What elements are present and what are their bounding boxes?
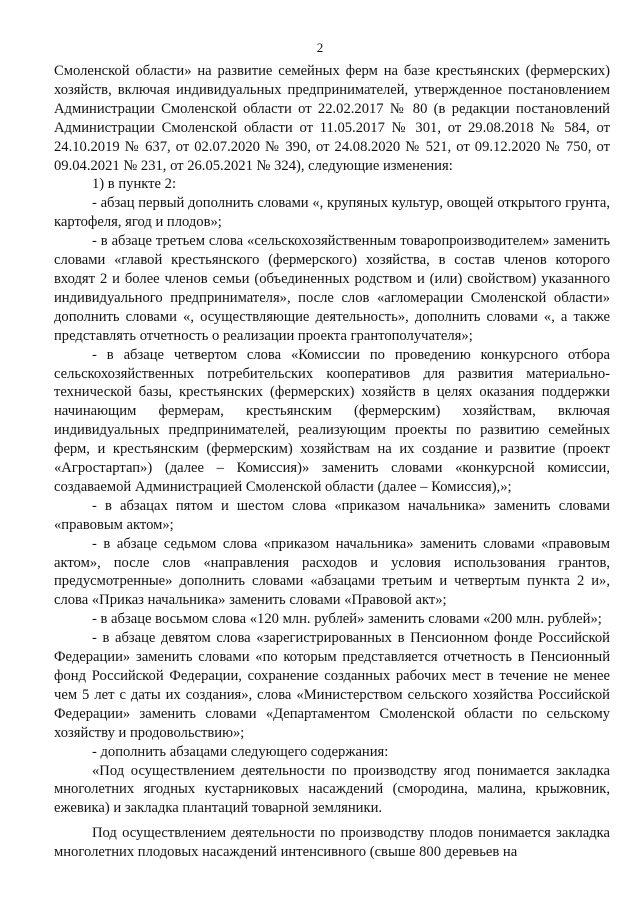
paragraph-amend-fourth: - в абзаце четвертом слова «Комиссии по проведению конкурсного отбора сельскохозяйственных потребительских кооперативов для развития материально-технической базы, крестьянских (фермерских) хозяйств в целях оказания поддержки начинающим фермерам, крестьянским (фермерским) хозяйствам, включая индивидуальных предпринимателей, реализующим проекты по развитию семейных ферм, и крестьянским (фермерским) хозяйствам на их создание и развитие (проект «Агростартап») (далее – Комиссия)» заменить словами «конкурсной комиссии, создаваемой Администрацией Смоленской области (далее – Комиссия),»;: [54, 346, 610, 495]
paragraph-amend-first: - абзац первый дополнить словами «, крупяных культур, овощей открытого грунта, картофеля, ягод и плодов»;: [54, 195, 610, 231]
page-number: 2: [316, 40, 324, 55]
paragraph-fruits-definition: Под осуществлением деятельности по производству плодов понимается закладка многолетних плодовых насаждений интенсивного (свыше 800 деревьев на: [54, 825, 610, 861]
paragraph-berries-definition: «Под осуществлением деятельности по производству ягод понимается закладка многолетних ягодных кустарниковых насаждений (смородина, малина, крыжовник, ежевика) и закладка плантаций товарной земляники.: [54, 762, 610, 817]
paragraph-amend-seventh: - в абзаце седьмом слова «приказом начальника» заменить словами «правовым актом», после слов «направления расходов и условия использования грантов, предусмотренные» дополнить словами «абзацами третьим и четвертым пункта 2 и», слова «Приказ начальника» заменить словами «Правовой акт»;: [54, 535, 610, 609]
paragraph-amend-ninth: - в абзаце девятом слова «зарегистрированных в Пенсионном фонде Российской Федерации» заменить словами «по которым представляется отчетность в Пенсионный фонд Российской Федерации, сохранение созданных рабочих мест в течение не менее чем 5 лет с даты их создания», слова «Министерством сельского хозяйства Российской Федерации» заменить словами «Департаментом Смоленской области по сельскому хозяйству и продовольствию»;: [54, 630, 610, 741]
paragraph-item-1: 1) в пункте 2:: [92, 176, 177, 193]
paragraph-intro: Смоленской области» на развитие семейных ферм на базе крестьянских (фермерских) хозяйств, включая индивидуальных предпринимателей, утвержденное постановлением Администрации Смоленской области от 22.02.2017 № 80 (в редакции постановлений Администрации Смоленской области от 11.05.2017 № 301, от 29.08.2018 № 584, от 24.10.2019 № 637, от 02.07.2020 № 390, от 24.08.2020 № 521, от 09.12.2020 № 750, от 09.04.2021 № 231, от 26.05.2021 № 324), следующие изменения:: [54, 63, 610, 174]
paragraph-amend-third: - в абзаце третьем слова «сельскохозяйственным товаропроизводителем» заменить словами «главой крестьянского (фермерского) хозяйства, в состав членов которого входят 2 и более членов семьи (объединенных родством и (или) свойством) указанного индивидуального предпринимателя», после слов «агломерации Смоленской области» дополнить словами «, осуществляющие деятельность», дополнить словами «, а также представлять отчетность о реализации проекта грантополучателя»;: [54, 233, 610, 344]
paragraph-add-paragraphs: - дополнить абзацами следующего содержания:: [92, 743, 389, 760]
paragraph-amend-fifth-sixth: - в абзацах пятом и шестом слова «приказом начальника» заменить словами «правовым актом»;: [54, 497, 610, 533]
document-body: [54, 62, 610, 862]
paragraph-amend-eighth: - в абзаце восьмом слова «120 млн. рублей» заменить словами «200 млн. рублей»;: [92, 611, 602, 628]
